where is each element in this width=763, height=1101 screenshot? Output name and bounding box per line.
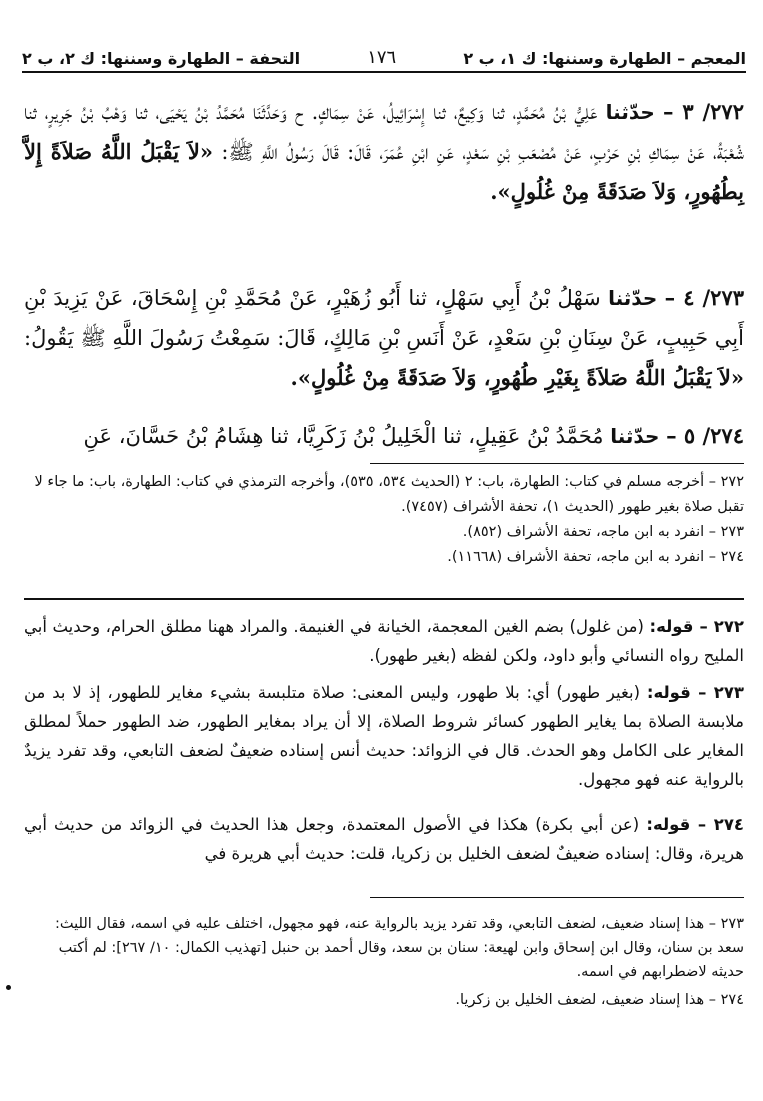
hadith-matn: «لاَ يَقْبَلُ اللَّهُ صَلاَةً بِغَيْرِ طُهُورٍ، وَلاَ صَدَقَةً مِنْ غُلُولٍ». bbox=[290, 365, 744, 390]
hadith-272 bbox=[24, 92, 744, 212]
hadith-isnad: سَهْلُ بْنُ أَبِي سَهْلٍ، ثنا أَبُو زُهَيْرٍ، عَنْ مُحَمَّدِ بْنِ إِسْحَاقَ، عَنْ يَزِيدَ بْنِ أَبِي حَبِيبٍ، عَنْ سِنَانِ بْنِ سَعْدٍ، عَنْ أَنَسِ بْنِ مَالِكٍ، قَالَ: سَمِعْتُ رَسُولَ اللَّهِ ﷺ يَقُولُ: bbox=[24, 286, 744, 350]
takhrij-note: ٢٧٣ – انفرد به ابن ماجه، تحفة الأشراف (٨٥٢). bbox=[462, 524, 744, 540]
haddathana-label: حدّثنا bbox=[610, 424, 660, 448]
footnote: ٢٧٣ – هذا إسناد ضعيف، لضعف التابعي، وقد تفرد يزيد بالرواية عنه، فهو مجهول، اختلف عليه في اسمه، فقال الليث: سعد بن سنان، وقال ابن إسحاق وابن لهيعة: سنان بن سعد، وقال أحمد بن حنبل [تهذيب الكمال: ١٠/ ٢٦٧]: لم أكتب حديثه لاضطرابهم في اسمه. bbox=[55, 916, 744, 980]
sharh-text: (بغير طهور) أي: بلا طهور، وليس المعنى: صلاة متلبسة بشيء مغاير للطهور، إذ لا بد من ملابسة الصلاة بما يغاير الطهور كسائر شروط الصلاة، إلا أن يراد بمغاير الطهور، ضد الطهور حملاً لمطلق المغاير على الكامل وهو الحدث. قال في الزوائد: حديث أنس إسناده ضعيفٌ لضعف التابعي، وقد تفرد يزيدٌ بالرواية عنه فهو مجهول. bbox=[24, 683, 744, 789]
takhrij-note: ٢٧٢ – أخرجه مسلم في كتاب: الطهارة، باب: ٢ (الحديث ٥٣٤، ٥٣٥)، وأخرجه الترمذي في كتاب: الطهارة، باب: ما جاء لا تقبل صلاة بغير طهور (الحديث ١)، تحفة الأشراف (٧٤٥٧). bbox=[34, 474, 744, 515]
hadith-isnad: مُحَمَّدُ بْنُ عَقِيلٍ، ثنا الْخَلِيلُ بْنُ زَكَرِيَّا، ثنا هِشَامُ بْنُ حَسَّانَ، عَنِ bbox=[83, 424, 604, 448]
footnote: ٢٧٤ – هذا إسناد ضعيف، لضعف الخليل بن زكريا. bbox=[455, 992, 744, 1008]
takhrij-divider bbox=[370, 463, 744, 464]
sharh-lead: ٢٧٤ – قوله: bbox=[646, 815, 744, 834]
margin-dot bbox=[6, 985, 11, 990]
header-divider bbox=[22, 71, 746, 73]
takhrij-note: ٢٧٤ – انفرد به ابن ماجه، تحفة الأشراف (١١٦٦٨). bbox=[447, 549, 744, 565]
header-right-title: المعجم – الطهارة وسننها: ك ١، ب ٢ bbox=[463, 49, 746, 68]
notes-divider bbox=[370, 897, 744, 898]
header-left-title: التحفة – الطهارة وسننها: ك ٢، ب ٢ bbox=[22, 49, 301, 68]
takhrij-footnotes bbox=[24, 470, 744, 570]
sharh-274 bbox=[24, 810, 744, 868]
hadith-number: ٢٧٣/ ٤ – bbox=[664, 285, 745, 310]
running-header bbox=[22, 42, 746, 68]
sharh-272 bbox=[24, 612, 744, 670]
haddathana-label: حدّثنا bbox=[608, 286, 658, 310]
hadith-isnad: عَلِيُّ بْنُ مُحَمَّدٍ، ثنا وَكِيعٌ، ثنا إِسْرَائِيلُ، عَنْ سِمَاكٍ. ح وَحَدَّثَنَا مُحَمَّدُ بْنُ يَحْيَى، ثنا وَهْبُ بْنُ جَرِيرٍ، ثنا شُعْبَةُ، عَنْ سِمَاكِ بْنِ حَرْبٍ، عَنْ مُصْعَبِ بْنِ سَعْدٍ، عَنِ ابْنِ عُمَرَ، قَالَ: قَالَ رَسُولُ اللَّهِ ﷺ: bbox=[24, 100, 744, 164]
hadith-274 bbox=[24, 416, 744, 456]
page-number: ١٧٦ bbox=[367, 47, 397, 68]
sharh-divider bbox=[24, 598, 744, 600]
hadith-matn: «لاَ يَقْبَلُ اللَّهُ صَلاَةً إِلاَّ بِطُهُورٍ، وَلاَ صَدَقَةً مِنْ غُلُولٍ». bbox=[24, 139, 744, 204]
sharh-lead: ٢٧٢ – قوله: bbox=[649, 617, 744, 636]
hadith-273 bbox=[24, 278, 744, 398]
haddathana-label: حدّثنا bbox=[605, 100, 655, 124]
bottom-footnotes bbox=[24, 912, 744, 1016]
sharh-text: (عن أبي بكرة) هكذا في الأصول المعتمدة، وجعل هذا الحديث في الزوائد من حديث أبي هريرة، وقال: إسناده ضعيفٌ لضعف الخليل بن زكريا، قلت: حديث أبي هريرة في bbox=[24, 815, 744, 863]
sharh-273 bbox=[24, 678, 744, 794]
hadith-number: ٢٧٤/ ٥ – bbox=[666, 423, 744, 448]
sharh-text: (من غلول) بضم الغين المعجمة، الخيانة في الغنيمة. والمراد ههنا مطلق الحرام، وحديث أبي المليح رواه النسائي وأبو داود، ولكن لفظه (بغير طهور). bbox=[24, 617, 744, 665]
sharh-lead: ٢٧٣ – قوله: bbox=[646, 683, 744, 702]
hadith-number: ٢٧٢/ ٣ – bbox=[663, 99, 744, 124]
